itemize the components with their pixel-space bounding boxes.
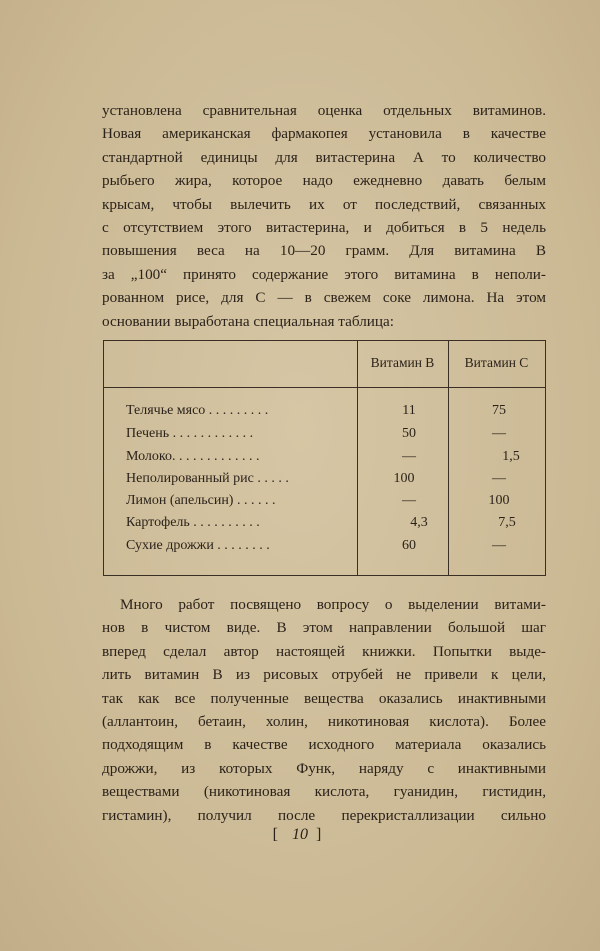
- vitamin-b-value: 100: [393, 471, 415, 486]
- vitamin-c-value: 7,5: [498, 515, 516, 530]
- vitamin-c-value: 1,5: [502, 449, 520, 464]
- text-line: стандартной единицы для витастерина А то количество: [102, 148, 546, 166]
- paragraph-1: [102, 99, 546, 333]
- vitamin-b-value: 11: [402, 403, 416, 418]
- table-header-rule: [104, 387, 545, 388]
- text-line: основании выработана специальная таблица:: [102, 312, 394, 330]
- row-label: Картофель . . . . . . . . . .: [126, 515, 260, 530]
- row-label: Лимон (апельсин) . . . . . .: [126, 493, 276, 508]
- page-number-footer: [0, 826, 600, 844]
- text-line: вперед сделал автор настоящей книжки. Попытки выде-: [102, 642, 546, 660]
- text-line: крысам, чтобы вылечить их от последствий, связанных: [102, 195, 546, 213]
- row-label: Молоко. . . . . . . . . . . . .: [126, 449, 260, 464]
- vitamin-c-value: —: [492, 471, 506, 486]
- text-line: (аллантоин, бетаин, холин, никотиновая кислота). Более: [102, 712, 546, 730]
- vitamin-c-value: 100: [488, 493, 510, 508]
- vitamin-b-value: —: [402, 449, 416, 464]
- text-line: Новая американская фармакопея установила в качестве: [102, 125, 546, 143]
- text-line: за „100“ принято содержание этого витамина в неполи-: [102, 265, 546, 283]
- row-label: Неполированный рис . . . . .: [126, 471, 289, 486]
- row-label: Печень . . . . . . . . . . . .: [126, 426, 254, 441]
- text-line: рыбьего жира, которое надо ежедневно давать белым: [102, 172, 546, 190]
- vitamin-b-value: —: [402, 493, 416, 508]
- text-line: нов в чистом виде. В этом направлении большой шаг: [102, 619, 546, 637]
- column-header-vitamin-c: Витамин С: [464, 355, 529, 370]
- vitamin-table: [103, 340, 546, 576]
- column-header-vitamin-b: Витамин В: [370, 355, 435, 370]
- table-divider: [357, 341, 358, 575]
- vitamin-b-value: 4,3: [410, 515, 428, 530]
- text-line: дрожжи, из которых Функ, наряду с инактивными: [102, 759, 546, 777]
- vitamin-b-value: 60: [402, 538, 416, 553]
- vitamin-b-value: 50: [402, 426, 416, 441]
- bracket-open: [: [272, 826, 284, 843]
- page-number: 10: [292, 826, 308, 843]
- text-line: гистамин), получил после перекристаллизации сильно: [102, 806, 546, 824]
- text-line: повышения веса на 10—20 грамм. Для витамина В: [102, 242, 546, 260]
- text-line: с отсутствием этого витастерина, и добиться в 5 недель: [102, 218, 546, 236]
- row-label: Телячье мясо . . . . . . . . .: [126, 403, 269, 418]
- paragraph-2: [102, 593, 546, 827]
- text-line: Много работ посвящено вопросу о выделении витами-: [120, 596, 546, 613]
- bracket-close: ]: [316, 826, 328, 843]
- text-line: веществами (никотиновая кислота, гуанидин, гистидин,: [102, 783, 546, 801]
- vitamin-c-value: —: [492, 426, 506, 441]
- text-line: рованном рисе, для С — в свежем соке лимона. На этом: [102, 289, 546, 307]
- text-line: подходящим в качестве исходного материала оказались: [102, 736, 546, 754]
- text-line: установлена сравнительная оценка отдельных витаминов.: [102, 102, 546, 119]
- text-line: лить витамин В из рисовых отрубей не привели к цели,: [102, 666, 546, 684]
- vitamin-c-value: 75: [492, 403, 506, 418]
- vitamin-c-value: —: [492, 538, 506, 553]
- text-line: так как все полученные вещества оказались инактивными: [102, 689, 546, 707]
- row-label: Сухие дрожжи . . . . . . . .: [126, 538, 270, 553]
